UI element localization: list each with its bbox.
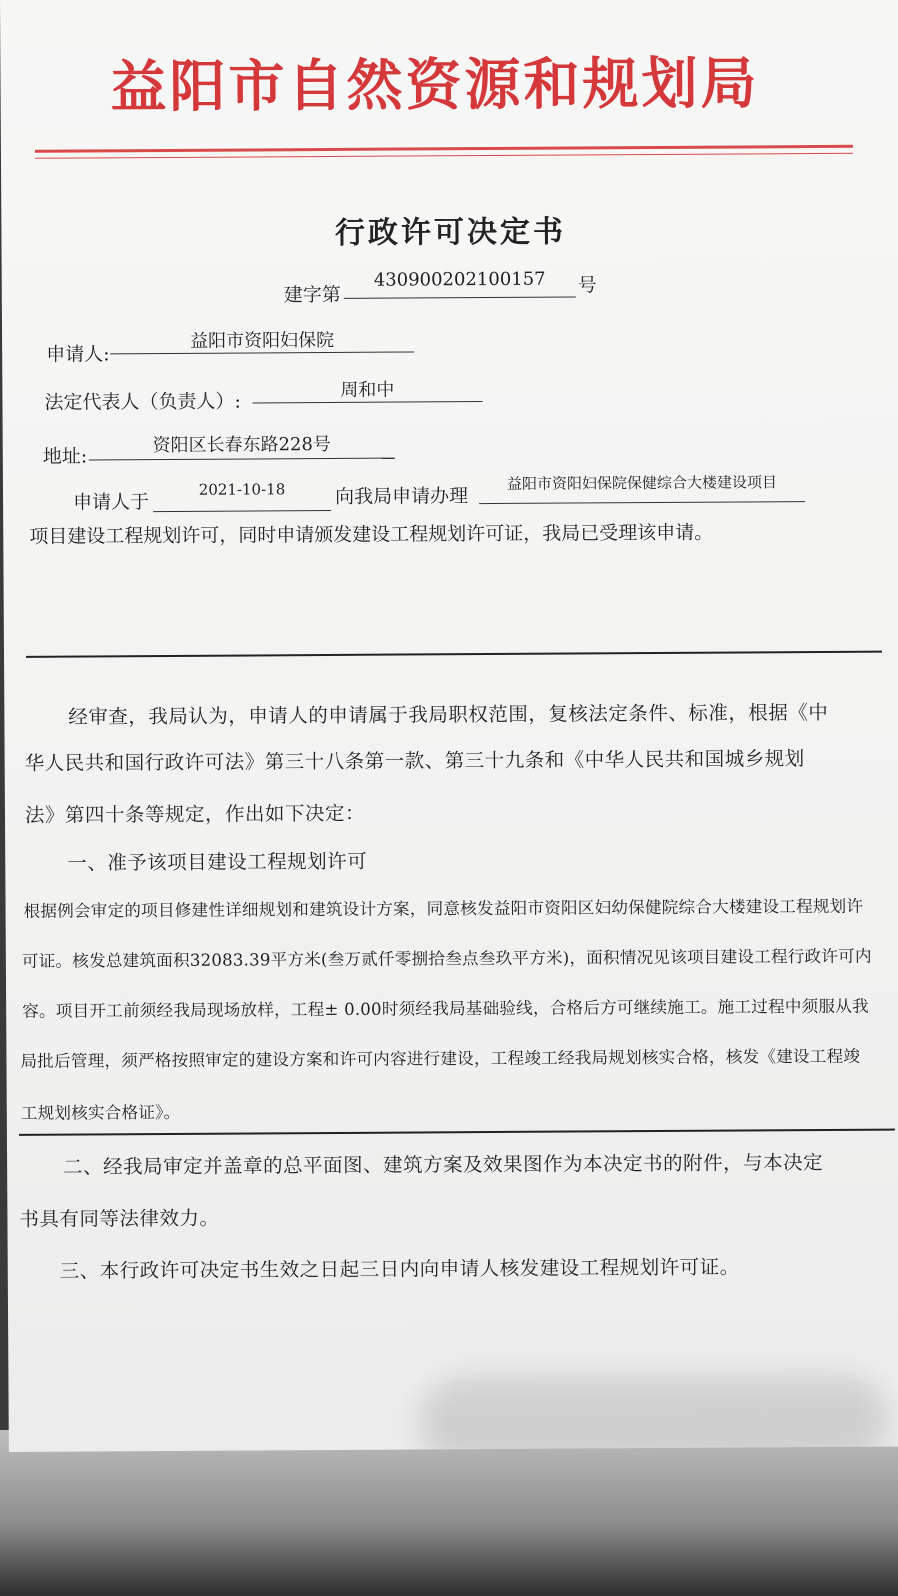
review-line-1: 经审查，我局认为，申请人的申请属于我局职权范围，复核法定条件、标准，根据《中 [68, 700, 829, 729]
header-rule-thick [35, 145, 853, 153]
decision-1-heading: 一、准予该项目建设工程规划许可 [67, 849, 368, 875]
application-prefix: 申请人于 [73, 491, 150, 514]
address-field [89, 434, 395, 461]
hand-shadow [418, 1375, 889, 1452]
document-number-field [344, 268, 576, 298]
decision-2-line-1: 二、经我局审定并盖章的总平面图、建筑方案及效果图作为本决定书的附件，与本决定 [63, 1150, 824, 1179]
legal-rep-label: 法定代表人（负责人）: [44, 390, 241, 414]
decision-2-line-2: 书具有同等法律效力。 [19, 1206, 220, 1231]
decision-3-line-1: 三、本行政许可决定书生效之日起三日内向申请人核发建设工程规划许可证。 [59, 1255, 740, 1283]
address-value: 资阳区长春东路228号 [152, 433, 331, 457]
applicant-value: 益阳市资阳妇保院 [190, 329, 335, 352]
application-date-field [153, 480, 331, 512]
address-label: 地址: [42, 445, 88, 468]
decision-1-line-4: 局批后管理，须严格按照审定的建设方案和许可内容进行建设，工程竣工经我局规划核实合格，核发《建设工程竣 [20, 1046, 861, 1071]
desk-surface [0, 1430, 898, 1596]
decision-1-line-3: 容。项目开工前须经我局现场放样，工程± 0.00时须经我局基础验线，合格后方可继续施工。施工过程中须服从我 [22, 996, 869, 1021]
number-suffix: 号 [577, 274, 597, 297]
agency-header: 益阳市自然资源和规划局 [110, 51, 760, 121]
legal-rep-field [252, 379, 482, 403]
application-date: 2021-10-18 [198, 480, 286, 499]
document-title: 行政许可决定书 [334, 214, 567, 251]
application-middle: 向我局申请办理 [334, 485, 469, 508]
decision-1-line-1: 根据例会审定的项目修建性详细规划和建筑设计方案，同意核发益阳市资阳区妇幼保健院综合大楼建设工程规划许 [23, 896, 864, 921]
application-line2: 项目建设工程规划许可，同时申请颁发建设工程规划许可证，我局已受理该申请。 [29, 521, 714, 548]
header-rule-thin [35, 153, 853, 159]
review-line-3: 法》第四十条等规定，作出如下决定： [24, 801, 366, 827]
document-number: 430900202100157 [373, 268, 546, 291]
decision-1-line-2: 可证。核发总建筑面积32083.39平方米(叁万贰仟零捌拾叁点叁玖平方米)，面积情况见该项目建设工程行政许可内 [21, 946, 872, 971]
applicant-field [110, 329, 414, 354]
applicant-label: 申请人: [46, 343, 110, 366]
decision-1-line-5: 工规划核实合格证》。 [20, 1102, 181, 1123]
section-divider-1 [26, 651, 882, 658]
legal-rep-value: 周和中 [340, 379, 395, 401]
section-divider-2 [19, 1129, 895, 1136]
project-field [479, 475, 805, 504]
project-name: 益阳市资阳妇保院保健综合大楼建设项目 [506, 473, 778, 493]
review-line-2: 华人民共和国行政许可法》第三十八条第一款、第三十九条和《中华人民共和国城乡规划 [24, 747, 805, 775]
number-prefix: 建字第 [283, 283, 341, 307]
